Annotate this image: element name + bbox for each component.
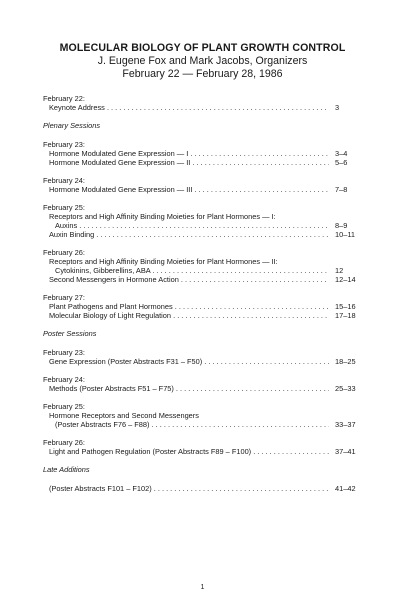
toc-section-feb27	[43, 293, 369, 320]
toc-section-poster-feb24	[43, 375, 369, 393]
entry-title: (Poster Abstracts F101 – F102) . . .	[49, 484, 329, 493]
entry-page: 12	[335, 266, 344, 275]
section-date: February 26:	[43, 438, 85, 447]
plenary-sessions-heading: Plenary Sessions	[43, 121, 101, 130]
entry-title: Plant Pathogens and Plant Hormones . . .	[49, 302, 329, 311]
table-of-contents	[43, 94, 369, 502]
section-date: February 26:	[43, 248, 85, 257]
entry-title: Hormone Modulated Gene Expression — II . . .	[49, 158, 329, 167]
entry-page: 7–8	[335, 185, 348, 194]
toc-entry	[43, 103, 369, 112]
toc-section-feb26	[43, 248, 369, 284]
toc-entry	[43, 185, 369, 194]
entry-page: 3–4	[335, 149, 348, 158]
entry-title: Molecular Biology of Light Regulation . . .	[49, 311, 329, 320]
entry-page: 15–16	[335, 302, 356, 311]
section-date: February 23:	[43, 140, 85, 149]
entry-title: Auxin Binding . . .	[49, 230, 329, 239]
toc-section-feb24	[43, 176, 369, 194]
toc-entry	[43, 221, 369, 230]
late-additions-heading: Late Additions	[43, 465, 90, 474]
entry-title: Keynote Address . . .	[49, 103, 329, 112]
section-date: February 25:	[43, 402, 85, 411]
organizers-line: J. Eugene Fox and Mark Jacobs, Organizers	[97, 55, 308, 67]
entry-title: Cytokinins, Gibberellins, ABA . . .	[55, 266, 329, 275]
toc-entry	[43, 357, 369, 366]
section-date: February 27:	[43, 293, 85, 302]
toc-entry	[43, 275, 369, 284]
entry-page: 5–6	[335, 158, 348, 167]
entry-page: 33–37	[335, 420, 356, 429]
toc-entry	[43, 311, 369, 320]
entry-title: Gene Expression (Poster Abstracts F31 – F50) . . .	[49, 357, 329, 366]
entry-page: 41–42	[335, 484, 356, 493]
toc-entry	[43, 447, 369, 456]
entry-title-line: Receptors and High Affinity Binding Moieties for Plant Hormones — II:	[49, 257, 278, 266]
entry-page: 37–41	[335, 447, 356, 456]
toc-section-feb22	[43, 94, 369, 112]
entry-page: 17–18	[335, 311, 356, 320]
entry-title: Light and Pathogen Regulation (Poster Abstracts F89 – F100) . . .	[49, 447, 329, 456]
toc-entry	[43, 158, 369, 167]
toc-section-poster-feb26	[43, 438, 369, 456]
entry-page: 3	[335, 103, 340, 112]
page-number: 1	[200, 584, 205, 591]
toc-entry-heading	[43, 257, 369, 266]
entry-title: Second Messengers in Hormone Action . . .	[49, 275, 329, 284]
entry-title: Auxins . . .	[55, 221, 329, 230]
section-date: February 24:	[43, 375, 85, 384]
poster-sessions-heading: Poster Sessions	[43, 329, 97, 338]
toc-entry-heading	[43, 411, 369, 420]
entry-title-line: Receptors and High Affinity Binding Moieties for Plant Hormones — I:	[49, 212, 276, 221]
toc-entry	[43, 230, 369, 239]
toc-section-poster-feb25	[43, 402, 369, 429]
toc-section-late	[43, 484, 369, 493]
toc-entry	[43, 484, 369, 493]
entry-title-line: Hormone Receptors and Second Messengers	[49, 411, 199, 420]
toc-entry	[43, 302, 369, 311]
toc-entry	[43, 420, 369, 429]
entry-title: (Poster Abstracts F76 – F88) . . .	[55, 420, 329, 429]
section-date: February 25:	[43, 203, 85, 212]
toc-entry	[43, 384, 369, 393]
entry-title: Hormone Modulated Gene Expression — III . . .	[49, 185, 329, 194]
toc-section-feb25	[43, 203, 369, 239]
entry-page: 25–33	[335, 384, 356, 393]
toc-entry	[43, 149, 369, 158]
entry-page: 12–14	[335, 275, 356, 284]
toc-section-poster-feb23	[43, 348, 369, 366]
conference-dates: February 22 — February 28, 1986	[122, 67, 283, 80]
toc-entry-heading	[43, 212, 369, 221]
section-date: February 24:	[43, 176, 85, 185]
entry-page: 8–9	[335, 221, 348, 230]
document-title: MOLECULAR BIOLOGY OF PLANT GROWTH CONTROL	[59, 42, 346, 54]
section-date: February 23:	[43, 348, 85, 357]
entry-page: 10–11	[335, 230, 356, 239]
document-header	[0, 42, 405, 80]
toc-section-feb23	[43, 140, 369, 167]
entry-page: 18–25	[335, 357, 356, 366]
entry-title: Hormone Modulated Gene Expression — I . . .	[49, 149, 329, 158]
entry-title: Methods (Poster Abstracts F51 – F75) . . .	[49, 384, 329, 393]
toc-entry	[43, 266, 369, 275]
section-date: February 22:	[43, 94, 85, 103]
